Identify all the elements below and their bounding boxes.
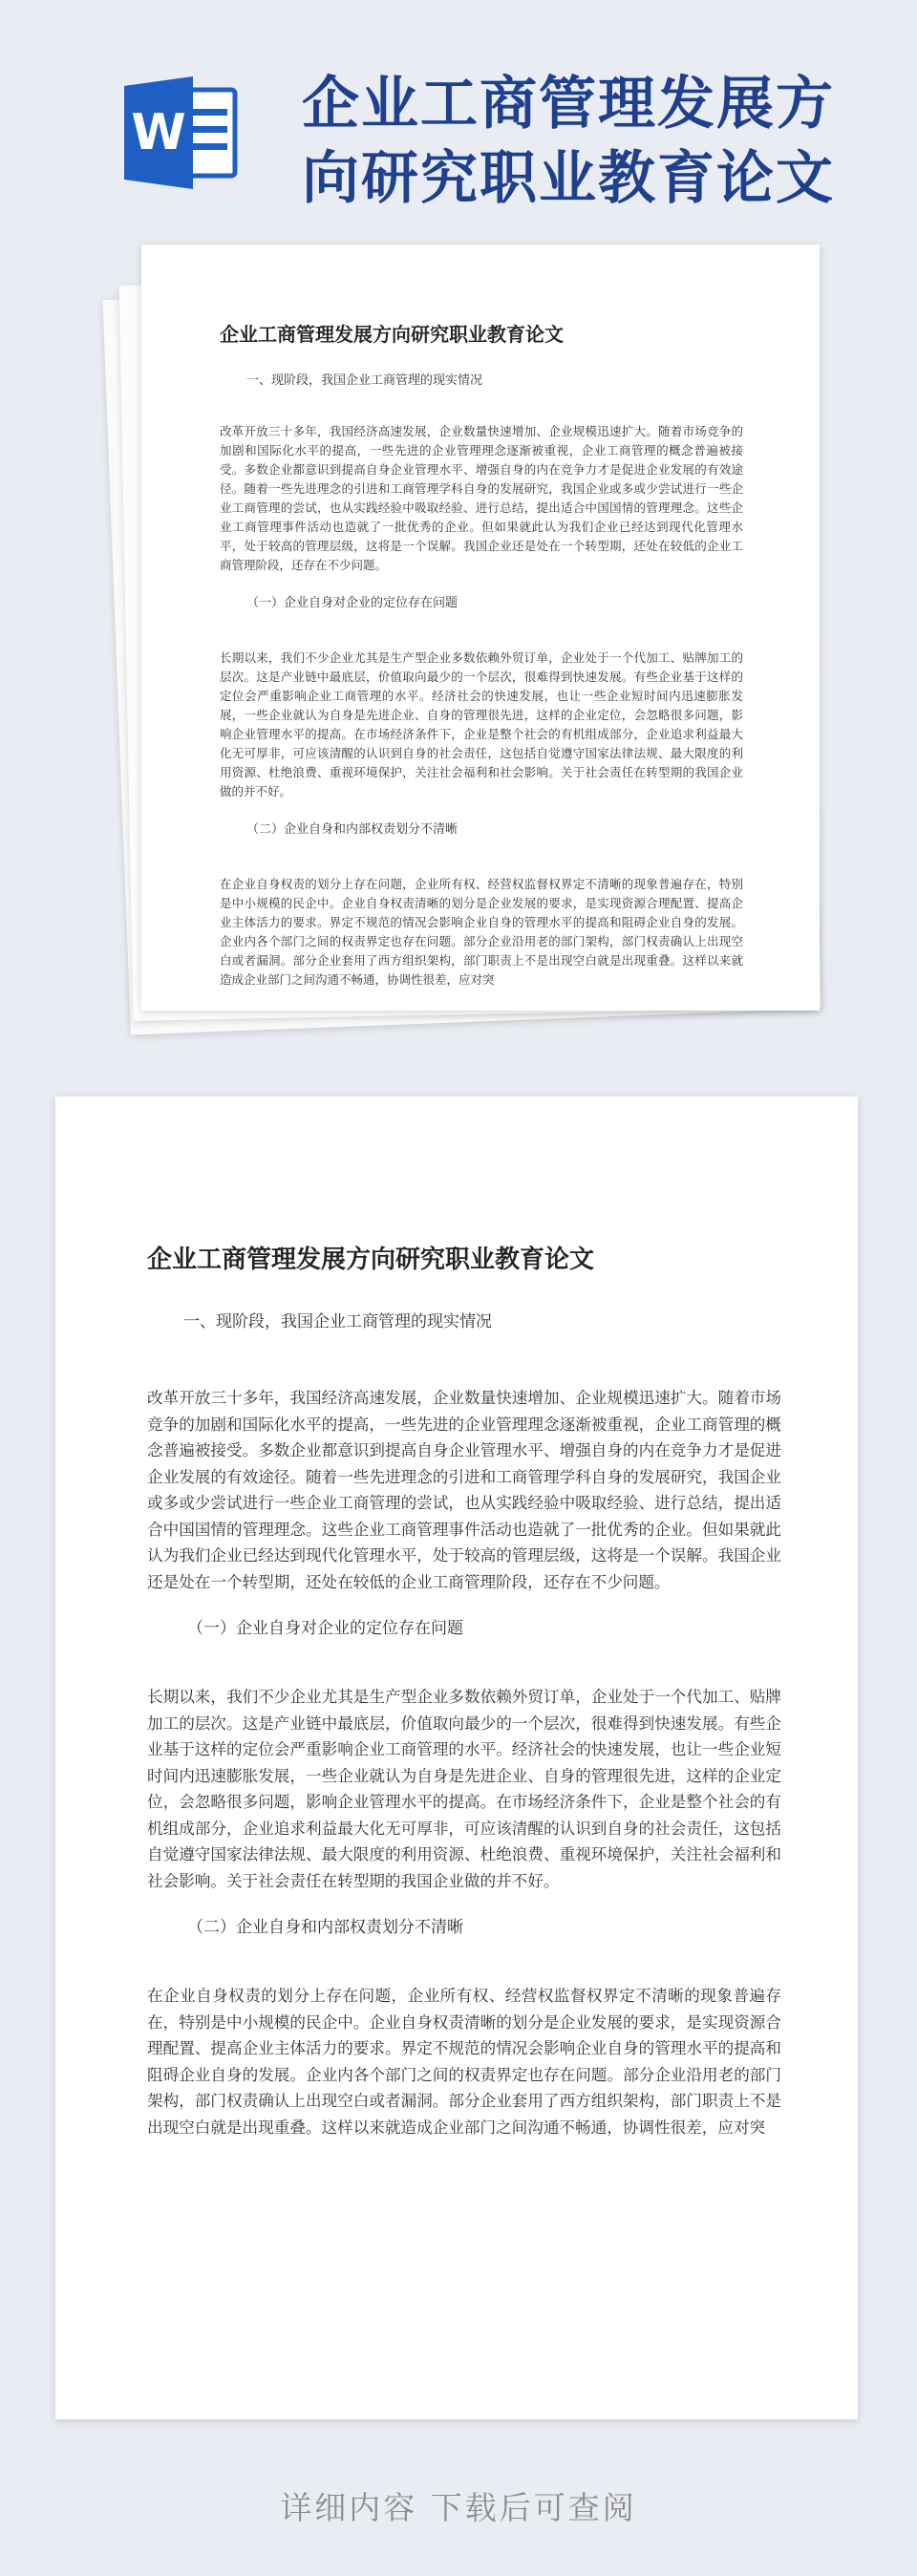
word-icon bbox=[124, 76, 239, 189]
document-title: 企业工商管理发展方向研究职业教育论文 bbox=[147, 1245, 595, 1274]
subsection-heading: （一）企业自身对企业的定位存在问题 bbox=[246, 596, 458, 610]
document-preview-small bbox=[141, 245, 820, 1011]
banner-header bbox=[0, 0, 917, 220]
document-title: 企业工商管理发展方向研究职业教育论文 bbox=[220, 323, 564, 346]
paragraph: 改革开放三十多年，我国经济高速发展，企业数量快速增加、企业规模迅速扩大。随着市场竞争的加剧和国际化水平的提高，一些先进的企业管理理念逐渐被重视，企业工商管理的概念普遍被接受。多数企业都意识到提高自身企业管理水平、增强自身的内在竞争力才是促进企业发展的有效途径。随着一些先进理念的引进和工商管理学科自身的发展研究，我国企业或多或少尝试进行一些企业工商管理的尝试，也从实践经验中吸取经验、进行总结，提出适合中国国情的管理理念。这些企业工商管理事件活动也造就了一批优秀的企业。但如果就此认为我们企业已经达到现代化管理水平，处于较高的管理层级，这将是一个误解。我国企业还是处在一个转型期，还处在较低的企业工商管理阶段，还存在不少问题。 bbox=[147, 1389, 781, 1591]
banner-title: 企业工商管理发展方向研究职业教育论文 bbox=[302, 71, 835, 212]
subsection-heading: （二）企业自身和内部权责划分不清晰 bbox=[187, 1918, 463, 1937]
icon-letter: W bbox=[131, 104, 186, 161]
paragraph: 长期以来，我们不少企业尤其是生产型企业多数依赖外贸订单，企业处于一个代加工、贴牌加工的层次。这是产业链中最底层，价值取向最少的一个层次，很难得到快速发展。有些企业基于这样的定位会严重影响企业工商管理的水平。经济社会的快速发展，也让一些企业短时间内迅速膨胀发展，一些企业就认为自身是先进企业、自身的管理很先进，这样的企业定位，会忽略很多问题，影响企业管理水平的提高。在市场经济条件下，企业是整个社会的有机组成部分，企业追求利益最大化无可厚非，可应该清醒的认识到自身的社会责任，这包括自觉遵守国家法律法规、最大限度的利用资源、杜绝浪费、重视环境保护，关注社会福利和社会影响。关于社会责任在转型期的我国企业做的并不好。 bbox=[220, 650, 743, 798]
paragraph: 在企业自身权责的划分上存在问题，企业所有权、经营权监督权界定不清晰的现象普遍存在，特别是中小规模的民企中。企业自身权责清晰的划分是企业发展的要求，是实现资源合理配置、提高企业主体活力的要求。界定不规范的情况会影响企业自身的管理水平的提高和阻碍企业自身的发展。企业内各个部门之间的权责界定也存在问题。部分企业沿用老的部门架构，部门权责确认上出现空白或者漏洞。部分企业套用了西方组织架构，部门职责上不是出现空白就是出现重叠。这样以来就造成企业部门之间沟通不畅通，协调性很差，应对突 bbox=[220, 877, 743, 987]
subsection-heading: （二）企业自身和内部权责划分不清晰 bbox=[246, 822, 458, 837]
paragraph: 在企业自身权责的划分上存在问题，企业所有权、经营权监督权界定不清晰的现象普遍存在，特别是中小规模的民企中。企业自身权责清晰的划分是企业发展的要求，是实现资源合理配置、提高企业主体活力的要求。界定不规范的情况会影响企业自身的管理水平的提高和阻碍企业自身的发展。企业内各个部门之间的权责界定也存在问题。部分企业沿用老的部门架构，部门权责确认上出现空白或者漏洞。部分企业套用了西方组织架构，部门职责上不是出现空白就是出现重叠。这样以来就造成企业部门之间沟通不畅通，协调性很差，应对突 bbox=[147, 1987, 781, 2137]
section-heading: 一、现阶段，我国企业工商管理的现实情况 bbox=[183, 1312, 492, 1331]
paragraph: 改革开放三十多年，我国经济高速发展，企业数量快速增加、企业规模迅速扩大。随着市场竞争的加剧和国际化水平的提高，一些先进的企业管理理念逐渐被重视，企业工商管理的概念普遍被接受。多数企业都意识到提高自身企业管理水平、增强自身的内在竞争力才是促进企业发展的有效途径。随着一些先进理念的引进和工商管理学科自身的发展研究，我国企业或多或少尝试进行一些企业工商管理的尝试，也从实践经验中吸取经验、进行总结，提出适合中国国情的管理理念。这些企业工商管理事件活动也造就了一批优秀的企业。但如果就此认为我们企业已经达到现代化管理水平，处于较高的管理层级，这将是一个误解。我国企业还是处在一个转型期，还处在较低的企业工商管理阶段，还存在不少问题。 bbox=[220, 424, 743, 572]
document-preview-large bbox=[55, 1096, 858, 2419]
paragraph: 长期以来，我们不少企业尤其是生产型企业多数依赖外贸订单，企业处于一个代加工、贴牌加工的层次。这是产业链中最底层，价值取向最少的一个层次，很难得到快速发展。有些企业基于这样的定位会严重影响企业工商管理的水平。经济社会的快速发展，也让一些企业短时间内迅速膨胀发展，一些企业就认为自身是先进企业、自身的管理很先进，这样的企业定位，会忽略很多问题，影响企业管理水平的提高。在市场经济条件下，企业是整个社会的有机组成部分，企业追求利益最大化无可厚非，可应该清醒的认识到自身的社会责任，这包括自觉遵守国家法律法规、最大限度的利用资源、杜绝浪费、重视环境保护，关注社会福利和社会影响。关于社会责任在转型期的我国企业做的并不好。 bbox=[147, 1688, 781, 1890]
section-heading: 一、现阶段，我国企业工商管理的现实情况 bbox=[246, 373, 483, 388]
download-hint[interactable]: 详细内容 下载后可查阅 bbox=[280, 2489, 637, 2526]
subsection-heading: （一）企业自身对企业的定位存在问题 bbox=[187, 1619, 463, 1638]
